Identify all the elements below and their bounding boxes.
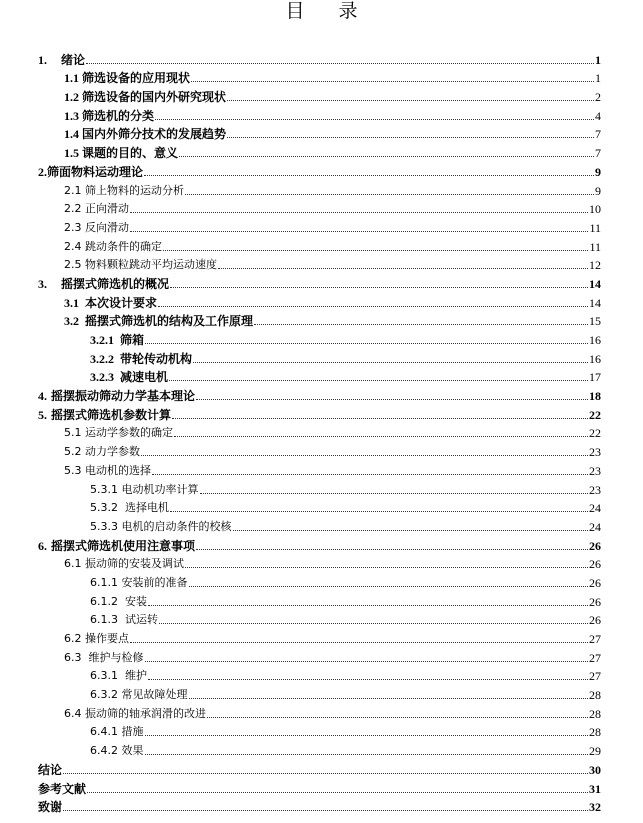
toc-entry[interactable] xyxy=(38,422,601,441)
dot-leader xyxy=(189,585,589,587)
toc-entry-number: 3.2.2 xyxy=(90,351,114,366)
toc-entry-number: 6.1 xyxy=(64,557,82,571)
toc-entry-page: 23 xyxy=(589,445,601,460)
dot-leader xyxy=(170,286,588,288)
toc-entry[interactable] xyxy=(38,478,601,497)
toc-entry-page: 16 xyxy=(589,351,601,366)
toc-entry-label xyxy=(90,725,144,739)
toc-entry-label xyxy=(38,782,86,796)
toc-entry-text: 课题的目的、意义 xyxy=(79,146,179,161)
toc-entry-label xyxy=(64,109,154,123)
toc-entry-text: 筛选设备的应用现状 xyxy=(79,71,191,86)
toc-entry[interactable] xyxy=(38,366,601,385)
toc-entry-number: 6.4.2 xyxy=(90,744,118,758)
toc-entry-number: 6.4 xyxy=(64,706,82,720)
dot-leader xyxy=(200,492,589,494)
toc-entry[interactable] xyxy=(38,758,601,777)
toc-entry-page: 26 xyxy=(589,557,601,572)
toc-entry-text: 摇摆式筛选机的结构及工作原理 xyxy=(79,314,254,329)
toc-entry-text: 效果 xyxy=(118,744,144,758)
toc-entry-page: 10 xyxy=(589,202,601,217)
toc-entry-page: 1 xyxy=(595,71,601,86)
toc-entry-page: 28 xyxy=(589,688,601,703)
dot-leader xyxy=(155,118,594,120)
toc-entry-number: 1.4 xyxy=(64,127,79,142)
dot-leader xyxy=(144,174,594,176)
toc-entry-page: 32 xyxy=(589,800,601,815)
dot-leader xyxy=(191,80,594,82)
toc-entry-page: 17 xyxy=(589,370,601,385)
toc-entry-text: 筛选机的分类 xyxy=(79,108,155,123)
toc-entry-number: 5.2 xyxy=(64,445,82,459)
toc-entry-text: 试运转 xyxy=(118,613,158,627)
dot-leader xyxy=(130,641,588,643)
toc-entry-page: 11 xyxy=(589,239,601,254)
toc-entry[interactable] xyxy=(38,609,601,628)
toc-entry-number: 6.2 xyxy=(64,632,82,645)
toc-entry-text: 筛上物料的运动分析 xyxy=(81,183,184,197)
toc-entry[interactable] xyxy=(38,702,601,721)
dot-leader xyxy=(145,734,589,736)
toc-entry[interactable] xyxy=(38,85,601,104)
toc-entry-label xyxy=(90,501,169,515)
toc-entry-page: 16 xyxy=(589,333,601,347)
toc-entry[interactable] xyxy=(38,627,601,646)
toc-entry-number: 6.1.1 xyxy=(90,575,118,589)
toc-entry-text: 正向滑动 xyxy=(81,202,129,216)
dot-leader xyxy=(227,99,594,101)
toc-entry-page: 26 xyxy=(589,538,601,553)
toc-entry[interactable] xyxy=(38,796,601,815)
toc-entry-number: 2.5 xyxy=(64,258,82,272)
dot-leader xyxy=(193,361,588,363)
toc-entry-label xyxy=(64,71,190,85)
toc-entry-text: 常见故障处理 xyxy=(118,688,188,702)
toc-entry-label xyxy=(64,557,184,571)
toc-entry-page: 14 xyxy=(589,295,601,310)
toc-entry-page: 26 xyxy=(589,613,601,628)
toc-entry-label xyxy=(64,258,217,272)
toc-entry-number: 3. xyxy=(38,276,47,291)
toc-entry-label xyxy=(64,464,151,478)
dot-leader xyxy=(130,211,588,213)
dot-leader xyxy=(196,398,588,400)
toc-entry-label xyxy=(38,165,143,179)
toc-entry[interactable] xyxy=(38,291,601,310)
toc-entry-page: 18 xyxy=(589,389,601,404)
toc-entry[interactable] xyxy=(38,347,601,366)
toc-entry[interactable] xyxy=(38,48,601,67)
toc-entry-label xyxy=(64,651,144,665)
dot-leader xyxy=(227,136,594,138)
toc-entry[interactable] xyxy=(38,123,601,142)
toc-entry-number: 1.2 xyxy=(64,90,79,105)
toc-entry-page: 22 xyxy=(589,407,601,422)
toc-entry-text: 摇摆式筛选机的概况 xyxy=(61,276,170,291)
dot-leader xyxy=(233,529,589,531)
dot-leader xyxy=(179,155,594,157)
dot-leader xyxy=(87,791,588,793)
toc-entry-label xyxy=(90,520,232,534)
toc-entry-label xyxy=(64,296,157,310)
toc-entry-number: 3.2 xyxy=(64,314,79,329)
toc-entry-label xyxy=(64,632,129,646)
toc-entry-label xyxy=(64,202,129,216)
toc-entry-page: 28 xyxy=(589,725,601,740)
toc-entry-page: 9 xyxy=(595,164,601,179)
dot-leader xyxy=(159,622,588,624)
toc-entry-number: 5.3 xyxy=(64,463,82,477)
toc-entry-number: 4. xyxy=(38,389,47,404)
toc-entry-number: 6.3.2 xyxy=(90,688,118,702)
dot-leader xyxy=(145,753,589,755)
toc-entry-label xyxy=(64,707,206,721)
toc-entry-label xyxy=(38,53,85,67)
dot-leader xyxy=(158,305,588,307)
toc-entry-text: 摇摆振动筛动力学基本理论 xyxy=(51,389,196,404)
toc-entry-label xyxy=(64,240,162,254)
toc-entry-page: 29 xyxy=(589,744,601,759)
toc-entry-label xyxy=(38,277,169,291)
toc-entry[interactable] xyxy=(38,160,601,179)
toc-entry-number: 2.3 xyxy=(64,220,82,234)
toc-entry[interactable] xyxy=(38,104,601,123)
toc-entry-number: 6. xyxy=(38,538,47,553)
toc-entry-text: 选择电机 xyxy=(118,501,169,515)
toc-entry[interactable] xyxy=(38,328,601,347)
toc-entry-label xyxy=(38,539,195,553)
toc-entry-page: 23 xyxy=(589,482,601,497)
toc-entry-label xyxy=(64,90,226,104)
dot-leader xyxy=(63,772,588,774)
toc-entry-page: 7 xyxy=(595,146,601,161)
dot-leader xyxy=(218,267,588,269)
toc-entry[interactable] xyxy=(38,571,601,590)
toc-entry[interactable] xyxy=(38,721,601,740)
toc-entry-page: 26 xyxy=(589,575,601,590)
dot-leader xyxy=(145,660,589,662)
toc-entry[interactable] xyxy=(38,254,601,273)
toc-entry-label xyxy=(90,576,188,590)
toc-entry[interactable] xyxy=(38,310,601,329)
toc-entry-page: 1 xyxy=(595,52,601,67)
toc-entry-number: 5.3.2 xyxy=(90,501,118,515)
dot-leader xyxy=(86,62,594,64)
dot-leader xyxy=(189,697,589,699)
toc-entry-label xyxy=(90,333,144,347)
toc-entry-number: 6.3 xyxy=(64,650,82,664)
toc-entry-text: 致谢 xyxy=(38,800,63,815)
toc-entry-number: 3.2.1 xyxy=(90,333,114,347)
toc-entry[interactable] xyxy=(38,590,601,609)
dot-leader xyxy=(169,379,588,381)
table-of-contents xyxy=(38,48,601,814)
toc-entry-page: 22 xyxy=(589,426,601,441)
toc-entry-number: 3.1 xyxy=(64,295,79,310)
toc-entry-number: 2.1 xyxy=(64,183,82,197)
toc-entry[interactable] xyxy=(38,497,601,516)
toc-entry[interactable] xyxy=(38,739,601,758)
toc-entry-text: 反向滑动 xyxy=(81,220,129,234)
toc-entry-page: 26 xyxy=(589,594,601,609)
toc-entry[interactable] xyxy=(38,683,601,702)
toc-entry[interactable] xyxy=(38,665,601,684)
toc-entry[interactable] xyxy=(38,384,601,403)
toc-entry-number: 6.1.2 xyxy=(90,594,118,608)
toc-entry-text: 减速电机 xyxy=(114,370,169,385)
toc-entry-page: 24 xyxy=(589,519,601,534)
dot-leader xyxy=(207,716,588,718)
toc-entry-label xyxy=(38,408,171,422)
dot-leader xyxy=(185,566,588,568)
toc-entry-text: 操作要点 xyxy=(81,632,129,645)
toc-entry-label xyxy=(64,314,253,328)
toc-entry[interactable] xyxy=(38,515,601,534)
toc-entry[interactable] xyxy=(38,534,601,553)
toc-entry-label xyxy=(64,221,129,235)
toc-entry[interactable] xyxy=(38,403,601,422)
toc-entry-label xyxy=(90,352,192,366)
toc-entry-label xyxy=(38,389,195,403)
toc-entry-number: 1.3 xyxy=(64,108,79,123)
dot-leader xyxy=(130,230,588,232)
toc-entry-label xyxy=(64,146,178,160)
toc-entry-text: 绪论 xyxy=(61,52,86,67)
toc-entry-label xyxy=(64,426,173,440)
toc-entry-page: 14 xyxy=(589,276,601,291)
toc-entry-page: 31 xyxy=(589,781,601,796)
toc-entry-page: 24 xyxy=(589,501,601,516)
toc-entry-page: 15 xyxy=(589,314,601,329)
dot-leader xyxy=(141,454,588,456)
toc-entry-text: 跳动条件的确定 xyxy=(81,239,162,253)
toc-entry[interactable] xyxy=(38,646,601,665)
dot-leader xyxy=(148,678,588,680)
toc-entry-label xyxy=(64,445,140,459)
dot-leader xyxy=(196,548,588,550)
toc-entry-text: 摇摆式筛选机参数计算 xyxy=(51,407,172,422)
toc-entry-label xyxy=(64,184,184,198)
toc-entry-text: 结论 xyxy=(38,762,63,777)
toc-entry-number: 6.4.1 xyxy=(90,725,118,739)
toc-entry-page: 27 xyxy=(589,632,601,646)
toc-entry-text: 措施 xyxy=(118,725,144,739)
toc-entry-text: 安装前的准备 xyxy=(118,575,188,589)
toc-entry-number: 1. xyxy=(38,52,47,67)
dot-leader xyxy=(145,342,588,344)
toc-entry-text: 振动筛的安装及调试 xyxy=(81,557,184,571)
toc-entry-label xyxy=(90,669,147,683)
toc-title: 目 录 xyxy=(285,0,372,22)
toc-entry-number: 5.1 xyxy=(64,426,82,440)
toc-entry-number: 1.1 xyxy=(64,71,79,86)
toc-entry-label xyxy=(90,595,147,609)
toc-entry-text: 摇摆式筛选机使用注意事项 xyxy=(51,538,196,553)
dot-leader xyxy=(172,417,588,419)
dot-leader xyxy=(174,435,588,437)
toc-entry-text: 筛选设备的国内外研究现状 xyxy=(79,90,227,105)
toc-entry-label xyxy=(38,763,62,777)
toc-entry-text: 电动机的选择 xyxy=(81,463,151,477)
toc-entry-text: 筛箱 xyxy=(114,333,145,347)
toc-entry-page: 28 xyxy=(589,706,601,721)
toc-entry-text: 国内外筛分技术的发展趋势 xyxy=(79,127,227,142)
toc-entry[interactable] xyxy=(38,777,601,796)
toc-entry-number: 6.1.3 xyxy=(90,613,118,627)
toc-entry-text: 维护 xyxy=(118,669,147,683)
toc-entry-label xyxy=(90,744,144,758)
toc-entry-label xyxy=(90,483,199,497)
toc-entry-page: 12 xyxy=(589,258,601,273)
toc-entry-page: 30 xyxy=(589,762,601,777)
toc-entry[interactable] xyxy=(38,235,601,254)
toc-entry[interactable] xyxy=(38,141,601,160)
toc-entry[interactable] xyxy=(38,272,601,291)
dot-leader xyxy=(63,809,588,811)
toc-entry-text: 动力学参数 xyxy=(81,445,140,459)
toc-entry-label xyxy=(38,800,62,814)
toc-entry-page: 23 xyxy=(589,463,601,478)
toc-entry-page: 9 xyxy=(595,183,601,198)
toc-entry-page: 4 xyxy=(595,108,601,123)
toc-entry-number: 5.3.1 xyxy=(90,482,118,496)
toc-entry-text: 振动筛的轴承润滑的改进 xyxy=(81,706,206,720)
toc-entry-page: 27 xyxy=(589,650,601,665)
toc-entry-text: 本次设计要求 xyxy=(79,295,158,310)
dot-leader xyxy=(152,473,588,475)
toc-entry-number: 5.3.3 xyxy=(90,519,118,533)
toc-entry[interactable] xyxy=(38,67,601,86)
toc-entry-text: 电机的启动条件的校核 xyxy=(118,519,232,533)
toc-entry-text: 运动学参数的确定 xyxy=(81,426,173,440)
toc-entry-label xyxy=(64,127,226,141)
toc-entry-label xyxy=(90,688,188,702)
toc-entry-text: 维护与检修 xyxy=(81,650,144,664)
toc-entry-page: 2 xyxy=(595,90,601,105)
toc-entry[interactable] xyxy=(38,198,601,217)
toc-entry-number: 2.2 xyxy=(64,202,82,216)
toc-entry[interactable] xyxy=(38,553,601,572)
toc-entry-page: 7 xyxy=(595,127,601,142)
dot-leader xyxy=(254,323,588,325)
toc-entry-text: 安装 xyxy=(118,594,147,608)
toc-entry[interactable] xyxy=(38,459,601,478)
toc-entry-number: 3.2.3 xyxy=(90,370,114,385)
toc-entry-text: 筛面物料运动理论 xyxy=(47,164,144,179)
toc-entry-label xyxy=(90,370,168,384)
toc-entry-text: 物料颗粒跳动平均运动速度 xyxy=(81,258,217,272)
toc-entry-page: 11 xyxy=(589,220,601,235)
toc-entry[interactable] xyxy=(38,179,601,198)
toc-entry-label xyxy=(90,613,158,627)
toc-entry-text: 电动机功率计算 xyxy=(118,482,199,496)
toc-entry-number: 1.5 xyxy=(64,146,79,161)
toc-entry-text: 带轮传动机构 xyxy=(114,351,193,366)
toc-entry[interactable] xyxy=(38,216,601,235)
dot-leader xyxy=(163,249,588,251)
dot-leader xyxy=(170,510,588,512)
toc-entry-page: 27 xyxy=(589,669,601,684)
toc-entry-number: 2.4 xyxy=(64,239,82,253)
dot-leader xyxy=(185,193,594,195)
toc-entry-number: 6.3.1 xyxy=(90,669,118,683)
toc-entry[interactable] xyxy=(38,440,601,459)
toc-entry-number: 5. xyxy=(38,407,47,422)
toc-entry-text: 参考文献 xyxy=(38,781,87,796)
dot-leader xyxy=(148,604,588,606)
toc-entry-number: 2. xyxy=(38,164,47,179)
